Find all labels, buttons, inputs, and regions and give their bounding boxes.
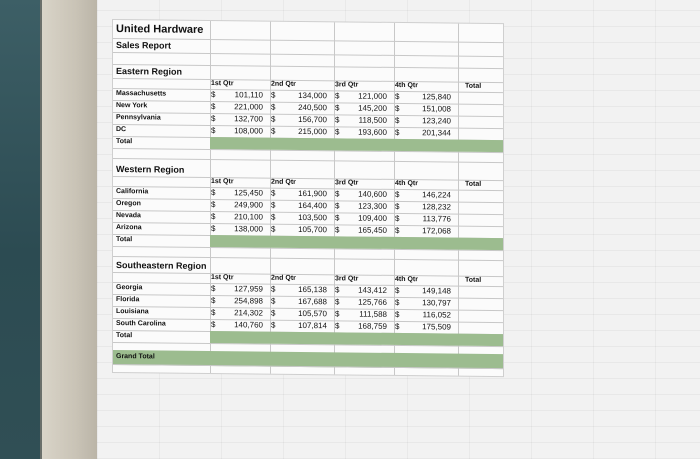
monitor-bezel xyxy=(40,0,99,459)
sales-value-cell: 125,766 xyxy=(358,297,387,307)
sales-value-cell: 143,412 xyxy=(358,285,387,295)
sales-value-cell: 138,000 xyxy=(234,224,263,234)
state-label: California xyxy=(116,188,149,196)
grand-total-label: Grand Total xyxy=(116,353,155,361)
region-name: Western Region xyxy=(116,164,185,175)
state-label: Pennsylvania xyxy=(116,114,161,122)
state-label: Louisiana xyxy=(116,308,149,316)
sales-value-cell: 118,500 xyxy=(358,115,387,125)
currency-symbol: $ xyxy=(271,320,276,330)
sales-value-cell: 130,797 xyxy=(422,298,451,308)
currency-symbol: $ xyxy=(211,114,216,124)
sales-value-cell: 161,900 xyxy=(298,188,327,199)
sales-value-cell: 151,008 xyxy=(422,104,451,114)
currency-symbol: $ xyxy=(211,320,216,330)
quarter-header: 1st Qtr xyxy=(211,274,234,282)
grand-total-row[interactable] xyxy=(113,350,503,369)
sales-value-cell: 214,302 xyxy=(234,308,263,318)
quarter-header: 3rd Qtr xyxy=(335,179,359,187)
currency-symbol: $ xyxy=(271,296,276,306)
quarter-header: 1st Qtr xyxy=(211,80,234,88)
currency-symbol: $ xyxy=(271,224,276,234)
currency-symbol: $ xyxy=(335,91,340,101)
sales-value-cell: 128,232 xyxy=(422,202,451,212)
currency-symbol: $ xyxy=(395,189,400,199)
company-title: United Hardware xyxy=(116,23,204,36)
sales-value-cell: 210,100 xyxy=(234,212,263,222)
state-label: DC xyxy=(116,126,127,134)
sales-value-cell: 145,200 xyxy=(358,103,387,113)
currency-symbol: $ xyxy=(395,285,400,295)
currency-symbol: $ xyxy=(211,308,216,318)
currency-symbol: $ xyxy=(211,102,216,112)
currency-symbol: $ xyxy=(271,200,276,210)
currency-symbol: $ xyxy=(335,213,340,223)
total-column-header: Total xyxy=(465,276,482,284)
sales-value-cell: 146,224 xyxy=(422,190,451,200)
sales-value-cell: 107,814 xyxy=(298,320,327,331)
sales-report-sheet xyxy=(113,20,503,376)
currency-symbol: $ xyxy=(335,201,340,211)
currency-symbol: $ xyxy=(211,224,216,234)
currency-symbol: $ xyxy=(211,126,216,136)
sales-value-cell: 132,700 xyxy=(234,114,263,124)
currency-symbol: $ xyxy=(335,127,340,137)
sales-value-cell: 111,588 xyxy=(359,309,387,319)
sales-value-cell: 254,898 xyxy=(234,296,263,306)
sales-value-cell: 134,000 xyxy=(298,90,327,101)
currency-symbol: $ xyxy=(395,321,400,331)
currency-symbol: $ xyxy=(211,212,216,222)
currency-symbol: $ xyxy=(271,212,276,222)
sales-value-cell: 167,688 xyxy=(298,296,327,307)
total-column-header: Total xyxy=(465,82,482,90)
sales-value-cell: 149,148 xyxy=(422,286,451,296)
sales-value-cell: 116,052 xyxy=(422,310,451,320)
sales-value-cell: 125,450 xyxy=(234,188,263,198)
sales-value-cell: 101,110 xyxy=(234,90,263,100)
sales-value-cell: 123,240 xyxy=(422,116,451,126)
sales-value-cell: 156,700 xyxy=(298,114,327,125)
currency-symbol: $ xyxy=(271,188,276,198)
state-label: Florida xyxy=(116,296,140,304)
total-column-header: Total xyxy=(465,180,482,188)
quarter-header: 3rd Qtr xyxy=(335,81,359,89)
currency-symbol: $ xyxy=(271,126,276,136)
sales-value-cell: 125,840 xyxy=(422,92,451,102)
sales-value-cell: 140,600 xyxy=(358,189,387,199)
sales-value-cell: 215,000 xyxy=(298,126,327,137)
currency-symbol: $ xyxy=(271,114,276,124)
currency-symbol: $ xyxy=(335,285,340,295)
currency-symbol: $ xyxy=(335,115,340,125)
quarter-header: 4th Qtr xyxy=(395,275,418,284)
sales-value-cell: 193,600 xyxy=(358,127,387,137)
currency-symbol: $ xyxy=(335,103,340,113)
quarter-header: 2nd Qtr xyxy=(271,80,296,88)
sales-value-cell: 108,000 xyxy=(234,126,263,136)
sales-value-cell: 113,776 xyxy=(422,214,451,224)
currency-symbol: $ xyxy=(395,127,400,137)
sales-value-cell: 103,500 xyxy=(298,212,327,223)
currency-symbol: $ xyxy=(395,103,400,113)
quarter-header: 4th Qtr xyxy=(395,179,418,188)
sales-value-cell: 249,900 xyxy=(234,200,263,210)
currency-symbol: $ xyxy=(395,297,400,307)
sales-value-cell: 164,400 xyxy=(298,200,327,211)
sales-value-cell: 105,700 xyxy=(298,224,327,235)
state-label: Nevada xyxy=(116,212,141,220)
state-label: New York xyxy=(116,102,148,110)
report-subtitle: Sales Report xyxy=(116,40,172,51)
total-label: Total xyxy=(116,332,133,340)
currency-symbol: $ xyxy=(211,200,216,210)
sales-value-cell: 175,509 xyxy=(422,322,451,332)
currency-symbol: $ xyxy=(271,308,276,318)
sales-value-cell: 240,500 xyxy=(298,102,327,113)
sales-value-cell: 172,068 xyxy=(422,226,451,236)
quarter-header: 3rd Qtr xyxy=(335,275,359,283)
currency-symbol: $ xyxy=(271,90,276,100)
quarter-header: 2nd Qtr xyxy=(271,178,296,186)
currency-symbol: $ xyxy=(395,309,400,319)
sales-value-cell: 140,760 xyxy=(234,320,263,330)
sales-value-cell: 121,000 xyxy=(358,91,387,101)
total-label: Total xyxy=(116,236,133,244)
currency-symbol: $ xyxy=(335,297,340,307)
state-label: Oregon xyxy=(116,200,141,208)
currency-symbol: $ xyxy=(395,213,400,223)
sales-value-cell: 123,300 xyxy=(358,201,387,211)
sales-value-cell: 201,344 xyxy=(422,128,451,138)
currency-symbol: $ xyxy=(271,284,276,294)
state-label: Massachusetts xyxy=(116,90,167,98)
sales-value-cell: 168,759 xyxy=(358,321,387,331)
currency-symbol: $ xyxy=(211,90,216,100)
sales-value-cell: 105,570 xyxy=(298,308,327,319)
state-label: Georgia xyxy=(116,284,143,292)
currency-symbol: $ xyxy=(271,102,276,112)
sales-value-cell: 109,400 xyxy=(358,213,387,223)
state-label: South Carolina xyxy=(116,320,166,328)
currency-symbol: $ xyxy=(335,189,340,199)
sales-value-cell: 165,450 xyxy=(358,225,387,235)
currency-symbol: $ xyxy=(335,309,340,319)
quarter-header: 1st Qtr xyxy=(211,178,234,186)
currency-symbol: $ xyxy=(335,321,340,331)
quarter-header: 4th Qtr xyxy=(395,81,418,90)
sales-value-cell: 127,959 xyxy=(234,284,263,294)
sales-value-cell: 221,000 xyxy=(234,102,263,112)
currency-symbol: $ xyxy=(395,91,400,101)
sales-value-cell: 165,138 xyxy=(298,284,327,295)
currency-symbol: $ xyxy=(211,284,216,294)
currency-symbol: $ xyxy=(211,188,216,198)
quarter-header: 2nd Qtr xyxy=(271,274,296,282)
currency-symbol: $ xyxy=(211,296,216,306)
region-name: Eastern Region xyxy=(116,66,183,77)
currency-symbol: $ xyxy=(335,225,340,235)
state-label: Arizona xyxy=(116,224,142,232)
total-label: Total xyxy=(116,138,133,146)
currency-symbol: $ xyxy=(395,225,400,235)
currency-symbol: $ xyxy=(395,201,400,211)
currency-symbol: $ xyxy=(395,115,400,125)
region-name: Southeastern Region xyxy=(116,260,207,271)
